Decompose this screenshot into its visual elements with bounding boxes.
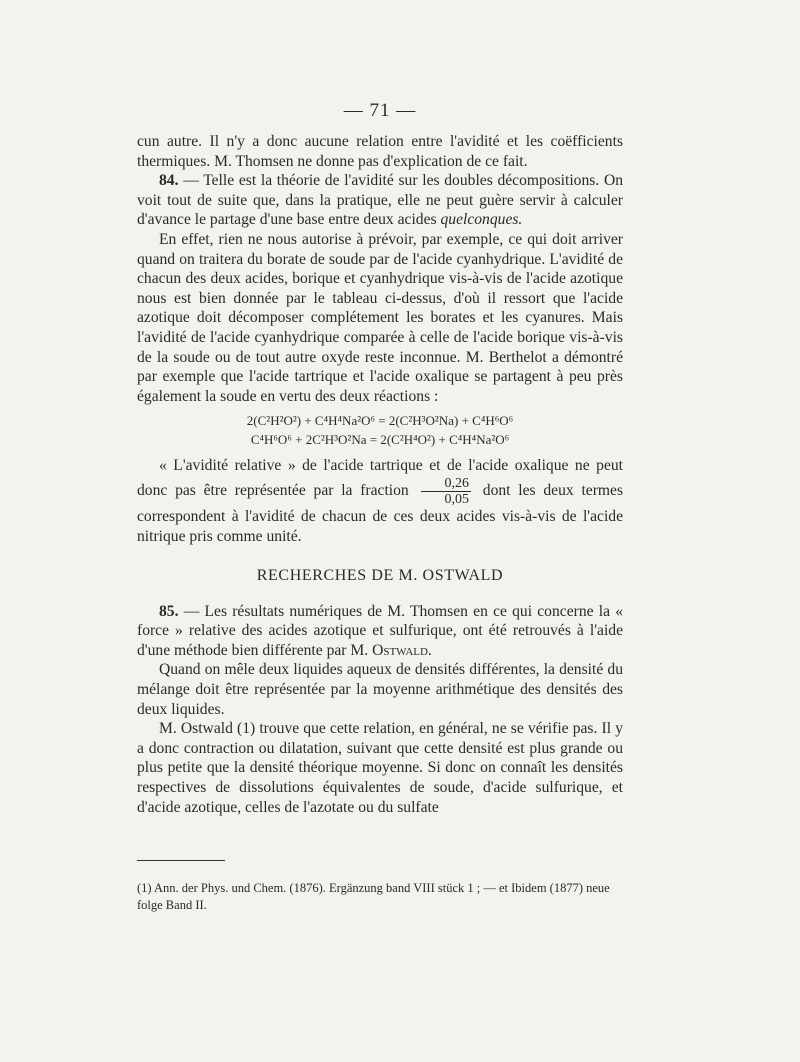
- fraction-numerator: 0,26: [421, 476, 472, 492]
- section-heading: RECHERCHES DE M. OSTWALD: [256, 567, 504, 585]
- paragraph-84-emphasis: quelconques.: [440, 211, 523, 229]
- section-number-84: 84.: [159, 172, 179, 190]
- paragraph-avidite-relative: [137, 456, 623, 546]
- body-text: [137, 132, 623, 817]
- paragraph-avidite-text-b: dont les deux termes correspondent à l'avidité de chacun de ces deux acides vis-à-vis de l'acide nitrique pris comme unité.: [137, 481, 624, 545]
- paragraph-avidite-text-a: « L'avidité relative » de l'acide tartrique et de l'acide oxalique ne peut donc pas être représentée par la fraction: [137, 457, 623, 499]
- paragraph-84: [137, 171, 623, 230]
- formula-1: 2(C²H²O²) + C⁴H⁴Na²O⁶ = 2(C²H³O²Na) + C⁴H⁶O⁶: [246, 413, 514, 429]
- paragraph-en-effet: En effet, rien ne nous autorise à prévoir, par exemple, ce qui doit arriver quand on traitera du borate de soude par de l'acide cyanhydrique. L'avidité de chacun des deux acides, borique et cyanhydrique vis-à-vis de l'acide azotique nous est bien donnée par le tableau ci-dessus, d'où il ressort que l'acide azotique doit décomposer complétement les borates et les cyanures. Mais l'avidité de l'acide cyanhydrique comparée à celle de l'acide borique vis-à-vis de la soude ou de tout autre oxyde reste inconnue. M. Berthelot a démontré par exemple que l'acide tartrique et l'acide oxalique se partagent à peu près également la soude en vertu des deux réactions :: [137, 230, 623, 405]
- footnote-rule: [137, 860, 225, 861]
- formula-2: C⁴H⁶O⁶ + 2C²H³O²Na = 2(C²H⁴O²) + C⁴H⁴Na²O⁶: [250, 432, 510, 448]
- section-number-85: 85.: [159, 602, 179, 620]
- paragraph-85-text: — Les résultats numériques de M. Thomsen en ce qui concerne la « force » relative des acides azotique et sulfurique, ont été retrouvés à l'aide d'une méthode bien différente par M.: [137, 602, 623, 659]
- paragraph-continuation: cun autre. Il n'y a donc aucune relation entre l'avidité et les coëfficients thermiques. M. Thomsen ne donne pas d'explication de ce fait.: [137, 133, 623, 170]
- paragraph-85: [137, 602, 623, 661]
- fraction: [421, 476, 472, 507]
- fraction-denominator: 0,05: [444, 491, 469, 507]
- paragraph-84-text: — Telle est la théorie de l'avidité sur les doubles décompositions. On voit tout de suite que, dans la pratique, elle ne peut guère servir à calculer d'avance le partage d'une base entre deux acides: [137, 172, 623, 229]
- footnote: (1) Ann. der Phys. und Chem. (1876). Ergänzung band VIII stück 1 ; — et Ibidem (1877) neue folge Band II.: [137, 881, 610, 912]
- page-number: — 71 —: [343, 100, 417, 121]
- author-name: Ostwald.: [372, 641, 432, 659]
- paragraph-ostwald: M. Ostwald (1) trouve que cette relation, en général, ne se vérifie pas. Il y a donc contraction ou dilatation, suivant que cette densité est plus grande ou plus petite que la densité théorique moyenne. Si donc on connaît les densités respectives de dissolutions équivalentes de soude, d'acide sulfurique, et d'acide azotique, celles de l'azotate ou du sulfate: [137, 720, 623, 816]
- paragraph-quand-on-mele: Quand on mêle deux liquides aqueux de densités différentes, la densité du mélange doit être représentée par la moyenne arithmétique des densités des deux liquides.: [137, 661, 623, 718]
